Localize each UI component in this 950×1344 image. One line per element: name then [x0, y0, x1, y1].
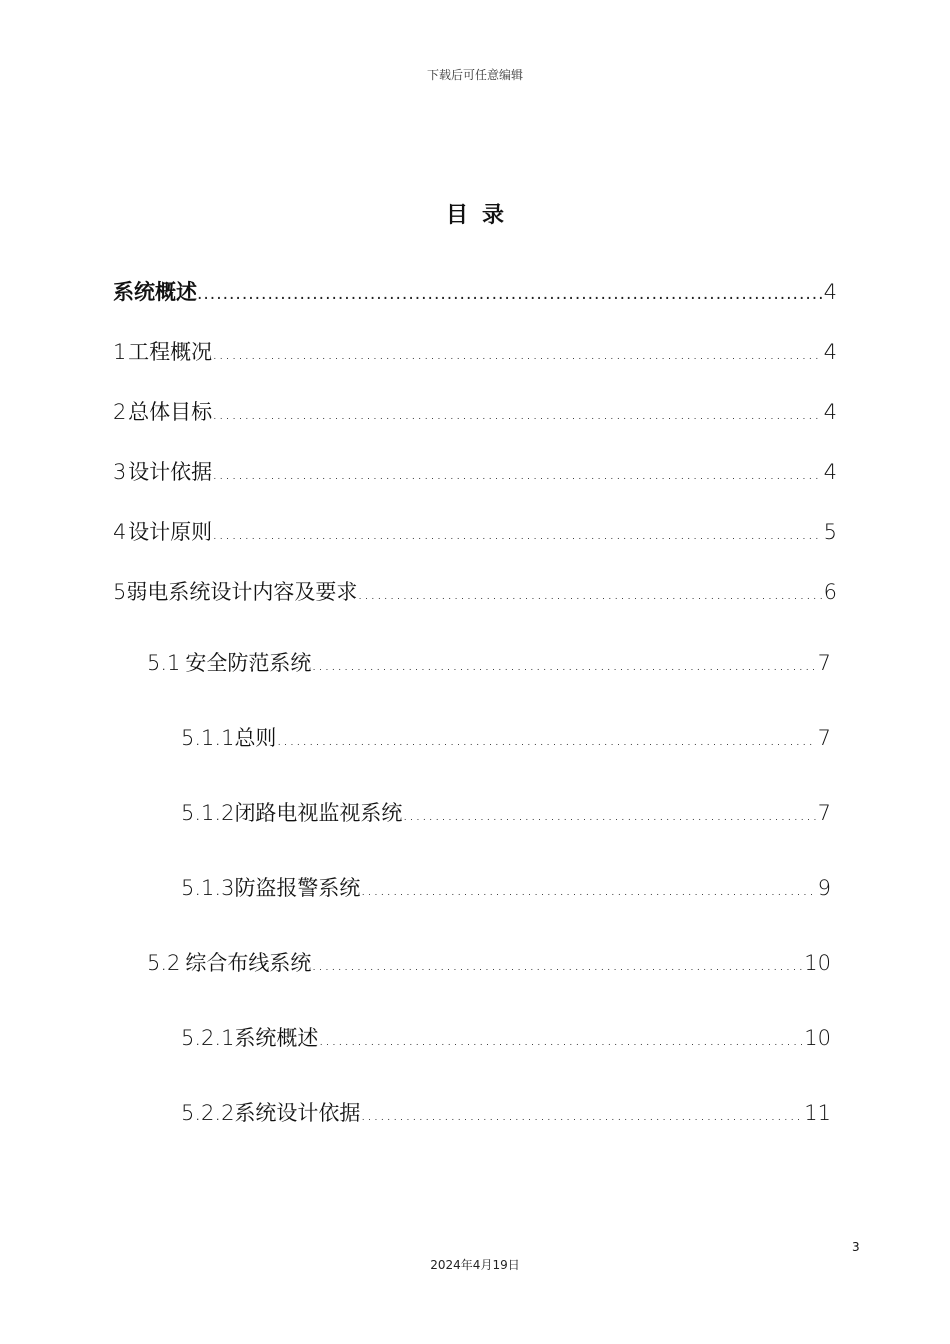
page-number: 3 — [852, 1240, 860, 1254]
toc-entry[interactable] — [181, 873, 831, 905]
toc-entry-number: 5.2.1 — [181, 1026, 235, 1050]
toc-entry-page: 4 — [823, 400, 837, 424]
toc-entry-text: 系统概述 — [234, 1026, 319, 1050]
toc-leader-dots — [402, 800, 815, 830]
toc-leader-dots — [311, 950, 802, 980]
toc-entry-text: 防盗报警系统 — [234, 876, 361, 900]
toc-leader-dots — [357, 579, 821, 609]
toc-entry-number: 5 — [113, 580, 127, 604]
toc-entry-text: 弱电系统设计内容及要求 — [126, 580, 358, 604]
toc-entry-number: 5.1 — [147, 651, 181, 675]
toc-entry-text: 闭路电视监视系统 — [234, 801, 403, 825]
header-note: 下载后可任意编辑 — [426, 68, 523, 82]
toc-entry-page: 4 — [823, 280, 837, 304]
toc-entry-page: 6 — [823, 580, 837, 604]
toc-entry[interactable] — [113, 577, 837, 609]
toc-entry-text: 安全防范系统 — [185, 651, 312, 675]
toc-entry[interactable] — [113, 457, 837, 489]
toc-entry-text: 综合布线系统 — [185, 951, 312, 975]
toc-entry[interactable] — [181, 798, 831, 830]
toc-entry[interactable] — [147, 948, 831, 980]
toc-entry[interactable] — [113, 517, 837, 549]
toc-leader-dots — [311, 650, 815, 680]
toc-entry[interactable] — [181, 723, 831, 755]
toc-entry-page: 7 — [817, 651, 831, 675]
toc-entry-text: 总则 — [234, 726, 277, 750]
toc-entry[interactable] — [113, 277, 837, 309]
toc-entry-text: 工程概况 — [128, 340, 213, 364]
toc-entry[interactable] — [147, 648, 831, 680]
toc-leader-dots — [318, 1025, 802, 1055]
toc-entry-number: 4 — [113, 520, 127, 544]
toc-entry[interactable] — [113, 337, 837, 369]
toc-entry-page: 7 — [817, 726, 831, 750]
toc-entry-page: 4 — [823, 340, 837, 364]
toc-entry-number: 5.1.2 — [181, 801, 235, 825]
toc-entry-page: 9 — [817, 876, 831, 900]
toc-leader-dots — [197, 279, 822, 309]
toc-entry-text: 总体目标 — [128, 400, 213, 424]
toc-entry[interactable] — [181, 1023, 831, 1055]
toc-leader-dots — [360, 875, 815, 905]
toc-entry-text: 系统设计依据 — [234, 1101, 361, 1125]
toc-entry[interactable] — [113, 397, 837, 429]
toc-leader-dots — [212, 459, 822, 489]
toc-leader-dots — [212, 339, 822, 369]
toc-entry-number: 5.1.1 — [181, 726, 235, 750]
toc-entry-page: 5 — [823, 520, 837, 544]
toc-entry-text: 设计原则 — [128, 520, 213, 544]
toc-title: 目录 — [445, 203, 518, 228]
toc-entry[interactable] — [181, 1098, 831, 1130]
toc-entry-text: 系统概述 — [113, 280, 197, 304]
footer-date: 2024年4月19日 — [430, 1258, 520, 1272]
toc-entry-number: 5.2 — [147, 951, 181, 975]
toc-entry-page: 10 — [804, 951, 831, 975]
toc-leader-dots — [212, 399, 822, 429]
toc-entry-number: 3 — [113, 460, 127, 484]
toc-entry-text: 设计依据 — [128, 460, 213, 484]
toc-entry-page: 4 — [823, 460, 837, 484]
toc-leader-dots — [276, 725, 815, 755]
toc-entry-page: 11 — [804, 1101, 831, 1125]
toc-leader-dots — [212, 519, 822, 549]
toc-entry-page: 7 — [817, 801, 831, 825]
toc-entry-number: 5.1.3 — [181, 876, 235, 900]
toc-entry-page: 10 — [804, 1026, 831, 1050]
toc-entry-number: 5.2.2 — [181, 1101, 235, 1125]
toc-leader-dots — [360, 1100, 802, 1130]
toc-entry-number: 1 — [113, 340, 127, 364]
toc-entry-number: 2 — [113, 400, 127, 424]
